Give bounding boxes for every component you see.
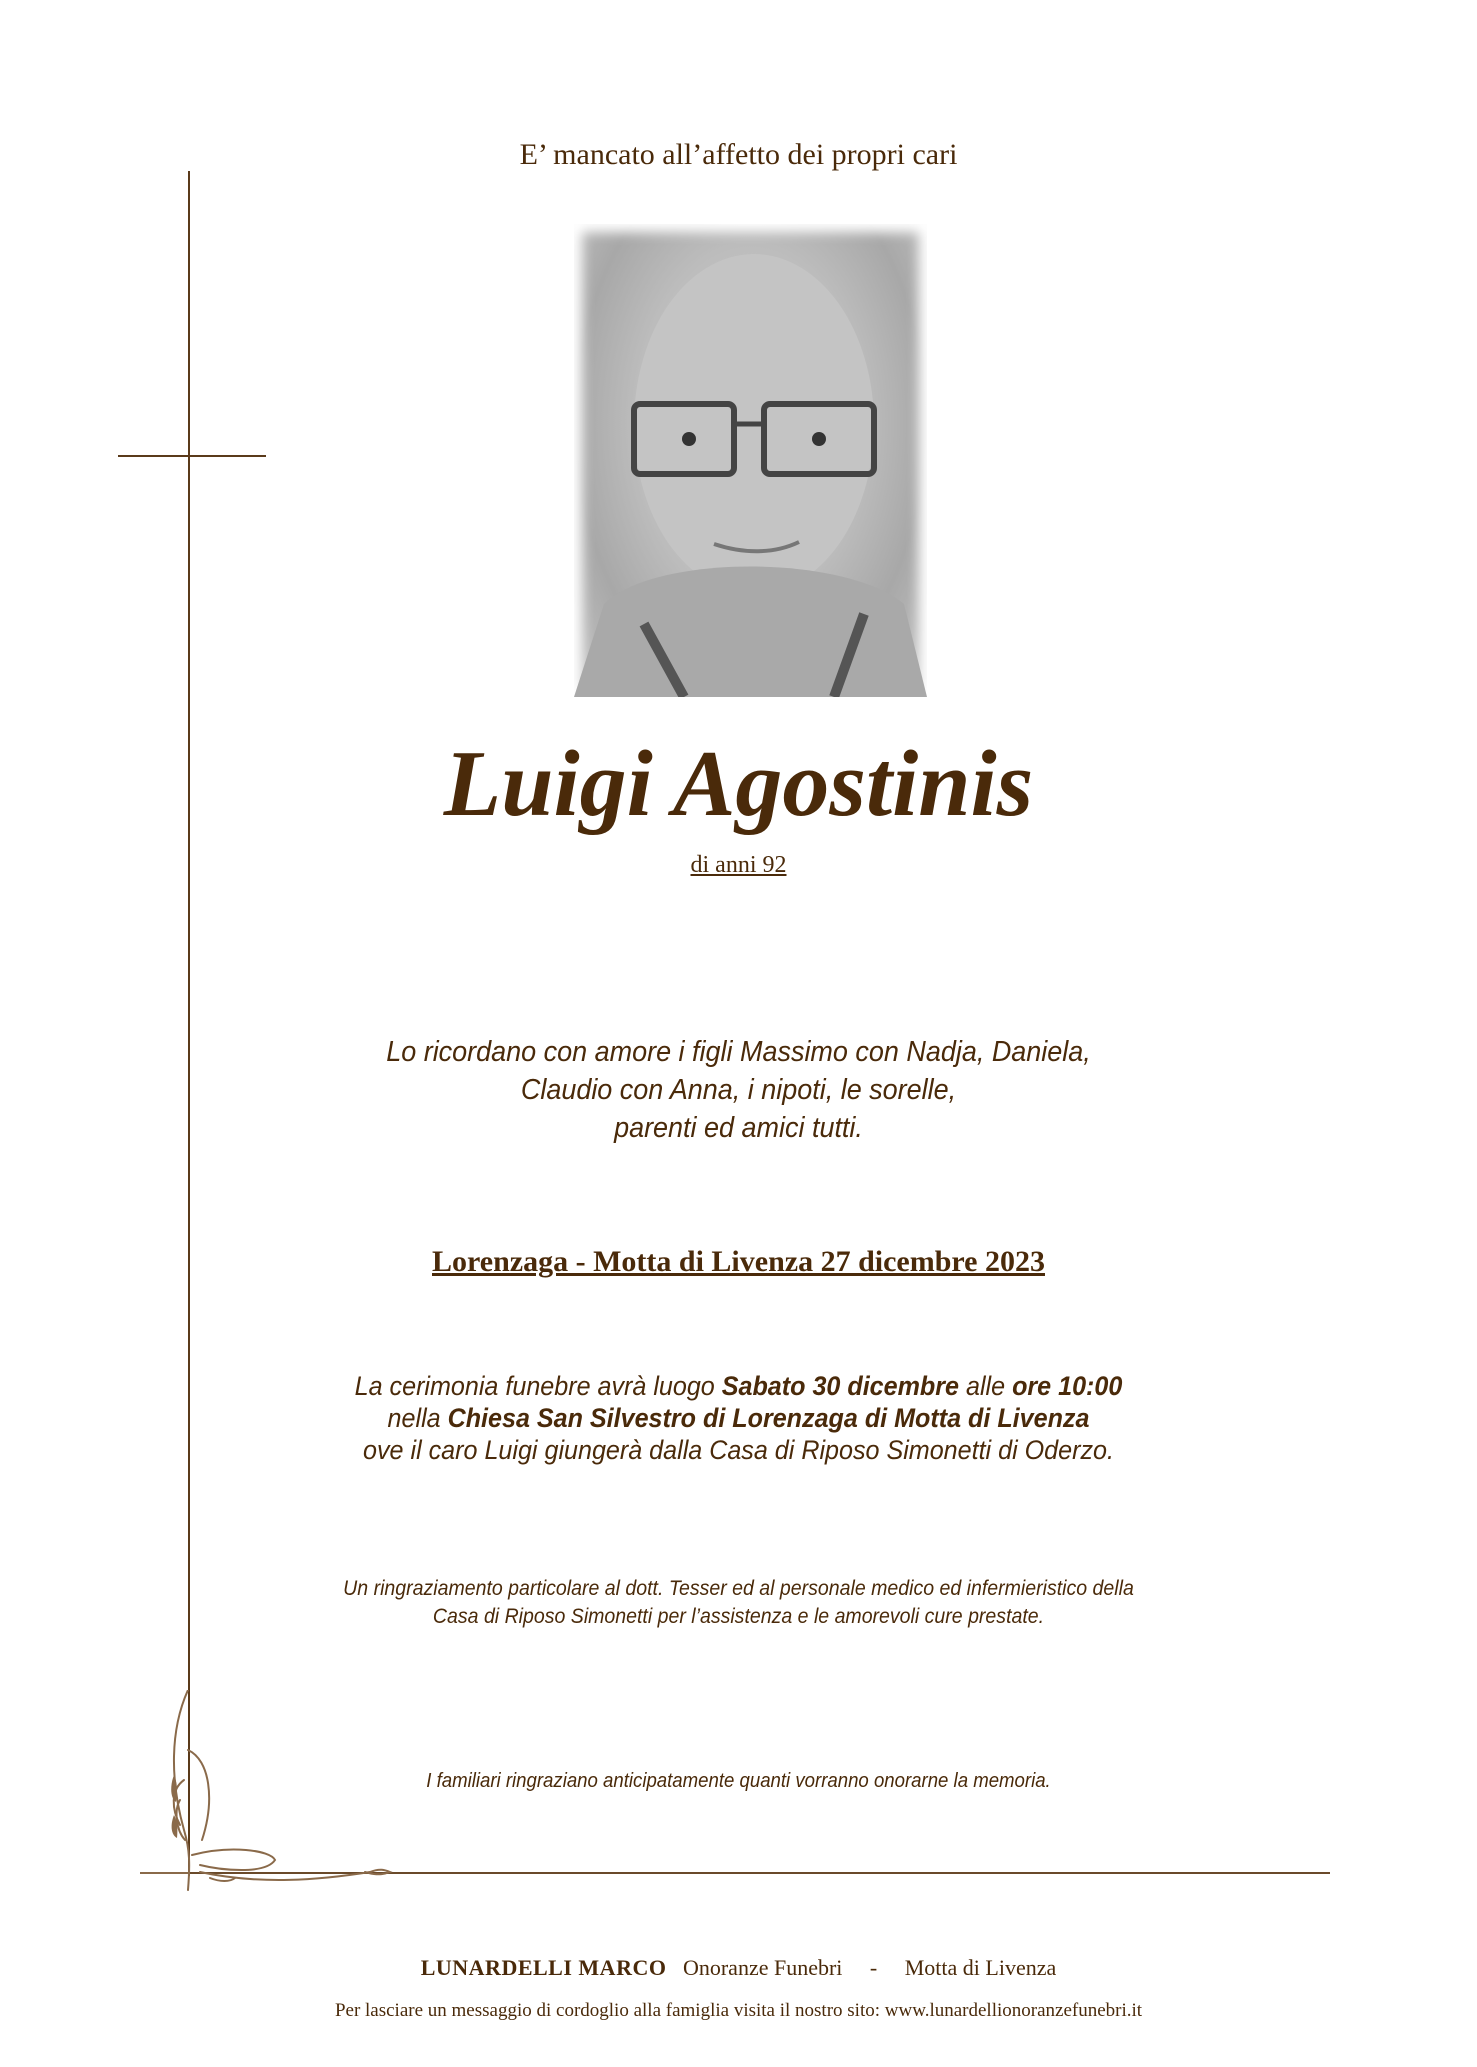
ceremony-line-3: ove il caro Luigi giungerà dalla Casa di Riposo Simonetti di Oderzo. [363, 1435, 1114, 1465]
cross-horizontal-bar [118, 455, 266, 457]
ceremony-text: nella [387, 1403, 448, 1433]
ceremony-text: La cerimonia funebre avrà luogo [354, 1371, 722, 1401]
portrait-photo [574, 224, 927, 697]
family-thanks-text: I familiari ringraziano anticipatamente quanti vorranno onorarne la memoria. [426, 1770, 1051, 1792]
relatives-line: parenti ed amici tutti. [614, 1112, 863, 1144]
ceremony-church: Chiesa San Silvestro di Lorenzaga di Motta di Livenza [447, 1403, 1090, 1433]
deceased-name: Luigi Agostinis [443, 732, 1034, 836]
footer-company-line [0, 1955, 1477, 1981]
relatives-line: Lo ricordano con amore i figli Massimo con Nadja, Daniela, [386, 1036, 1091, 1068]
relatives-paragraph [52, 1033, 1426, 1147]
ceremony-text: alle [959, 1371, 1013, 1401]
place-date-text: Lorenzaga - Motta di Livenza 27 dicembre 2023 [432, 1245, 1045, 1278]
footer-separator: - [869, 1955, 878, 1980]
intro-text: E’ mancato all’affetto dei propri cari [519, 138, 958, 171]
flourish-ornament-icon [140, 1690, 440, 1910]
age-line [0, 852, 1477, 879]
relatives-line: Claudio con Anna, i nipoti, le sorelle, [520, 1074, 957, 1106]
portrait-silhouette-icon [574, 224, 927, 697]
ceremony-line-1 [52, 1370, 1426, 1402]
company-service: Onoranze Funebri [682, 1955, 843, 1980]
ceremony-line-2 [52, 1402, 1426, 1434]
ceremony-date: Sabato 30 dicembre [721, 1371, 960, 1401]
ceremony-time: ore 10:00 [1012, 1371, 1123, 1401]
ceremony-paragraph [52, 1370, 1426, 1466]
thanks-line: Casa di Riposo Simonetti per l’assistenza e le amorevoli cure prestate. [432, 1605, 1045, 1628]
age-text: di anni 92 [690, 852, 787, 878]
place-date-line [0, 1245, 1477, 1279]
company-name: LUNARDELLI MARCO [420, 1955, 667, 1980]
footer-message: Per lasciare un messaggio di cordoglio alla famiglia visita il nostro sito: www.lunardellionoranzefunebri.it [334, 2000, 1143, 2021]
thanks-paragraph [52, 1575, 1426, 1631]
company-town: Motta di Livenza [904, 1955, 1057, 1980]
thanks-line: Un ringraziamento particolare al dott. Tesser ed al personale medico ed infermieristico della [343, 1577, 1134, 1600]
